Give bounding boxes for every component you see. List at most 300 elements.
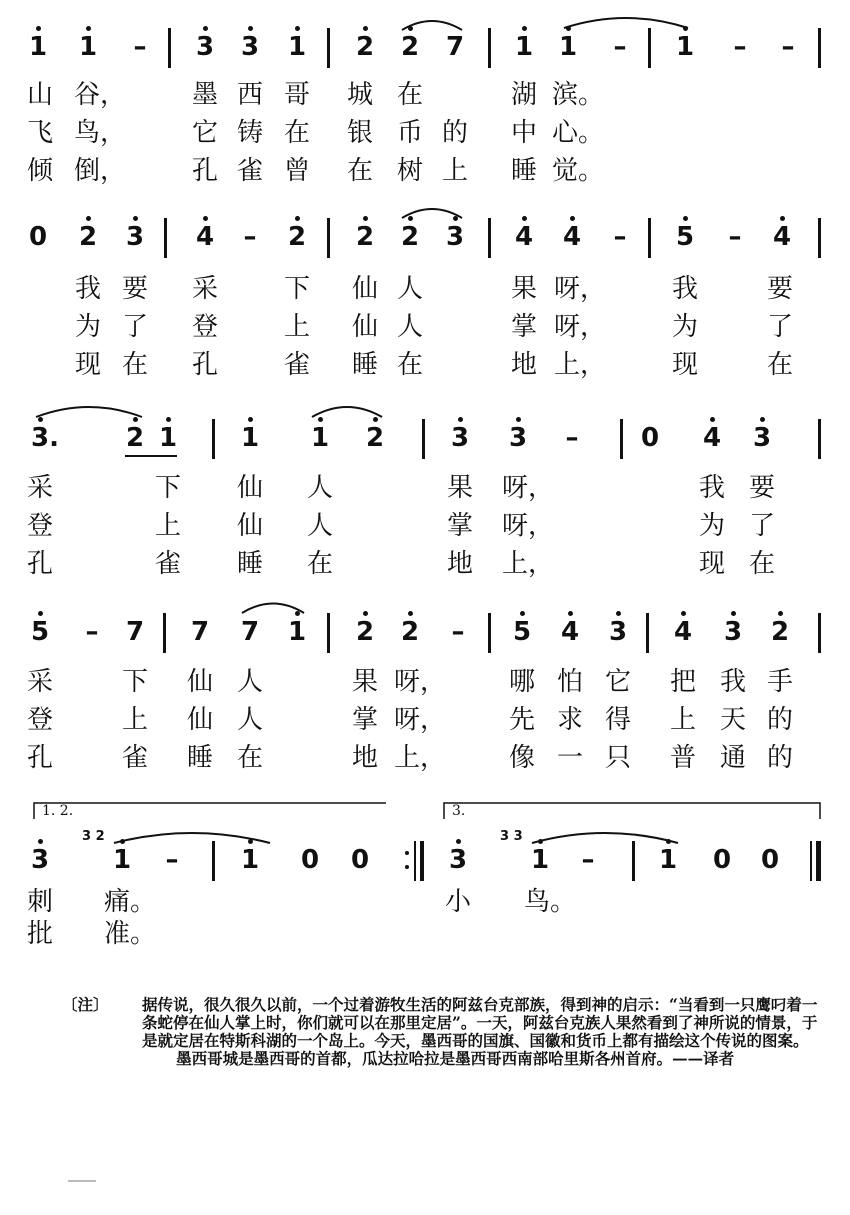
lyric-syllable: 手 — [766, 667, 794, 697]
lyric-syllable: 采 — [26, 667, 54, 697]
lyric-syllable: 下 — [283, 274, 311, 304]
barline — [327, 28, 330, 68]
lyric-syllable: 心。 — [551, 118, 605, 148]
octave-dot — [778, 611, 783, 616]
lyric-syllable: 要 — [748, 473, 776, 503]
octave-dot — [248, 839, 253, 844]
lyric-syllable: 在 — [236, 743, 264, 773]
tie — [34, 401, 144, 419]
barline — [648, 28, 651, 68]
lyric-syllable: 倾 — [26, 156, 54, 186]
note: 1 — [530, 845, 550, 875]
lyric-syllable: 采 — [26, 473, 54, 503]
lyric-syllable: 小 — [444, 887, 472, 917]
note: 2 — [355, 617, 375, 647]
barline — [168, 28, 171, 68]
octave-dot — [780, 216, 785, 221]
note: 3 — [240, 32, 260, 62]
score-system-1 — [0, 10, 850, 190]
lyric-syllable: 登 — [26, 511, 54, 541]
lyric-syllable: 上 — [283, 312, 311, 342]
lyric-syllable: 要 — [766, 274, 794, 304]
note: 1 — [112, 845, 132, 875]
lyric-syllable: 我 — [74, 274, 102, 304]
lyric-syllable: 为 — [698, 511, 726, 541]
lyric-syllable: 呀， — [393, 705, 447, 735]
barline — [164, 218, 167, 258]
lyric-syllable: 谷， — [73, 80, 127, 110]
lyric-line-3 — [0, 156, 850, 192]
barline — [212, 841, 215, 881]
octave-dot — [681, 611, 686, 616]
lyric-syllable: 人 — [396, 312, 424, 342]
note: 1 — [558, 32, 578, 62]
grace-notes: 3 3 — [500, 829, 523, 844]
octave-dot — [522, 26, 527, 31]
lyric-syllable: 上 — [441, 156, 469, 186]
volta-bracket-2 — [440, 799, 825, 819]
barline — [818, 419, 821, 459]
lyric-syllable: 在 — [766, 350, 794, 380]
lyric-syllable: 滨。 — [551, 80, 605, 110]
footnote-paragraph: 据传说，很久很久以前，一个过着游牧生活的阿兹台克部族，得到神的启示：“当看到一只鹰叼着一条蛇停在仙人掌上时，你们就可以在那里定居”。一天，阿兹台克族人果然看到了神所说的情景，于是就定居在特斯科湖的一个岛上。今天，墨西哥的国旗、国徽和货币上都有描绘这个传说的图案。 — [142, 995, 818, 1050]
note: 5 — [512, 617, 532, 647]
lyric-syllable: 痛。 — [103, 887, 157, 917]
lyric-syllable: 仙 — [351, 312, 379, 342]
lyric-syllable: 飞 — [26, 118, 54, 148]
note: 1 — [287, 32, 307, 62]
barline — [163, 613, 166, 653]
lyric-syllable: 仙 — [351, 274, 379, 304]
lyric-line-1 — [0, 667, 850, 703]
octave-dot — [666, 839, 671, 844]
lyric-syllable: 下 — [154, 473, 182, 503]
barline — [488, 28, 491, 68]
lyric-syllable: 上， — [501, 549, 555, 579]
repeat-barline — [420, 841, 424, 881]
dash: – — [613, 222, 627, 252]
note: 2 — [365, 423, 385, 453]
octave-dot — [363, 611, 368, 616]
octave-dot — [86, 216, 91, 221]
lyric-syllable: 掌 — [510, 312, 538, 342]
lyric-line-1 — [0, 473, 850, 509]
note: 0 — [300, 845, 320, 875]
lyric-syllable: 币 — [396, 118, 424, 148]
note: 4 — [772, 222, 792, 252]
lyric-syllable: 下 — [121, 667, 149, 697]
lyric-syllable: 上 — [121, 705, 149, 735]
lyric-line-3 — [0, 549, 850, 585]
note: 5 — [675, 222, 695, 252]
lyric-syllable: 鸟。 — [523, 887, 577, 917]
octave-dot — [38, 611, 43, 616]
barline — [327, 218, 330, 258]
note: 4 — [562, 222, 582, 252]
lyric-syllable: 雀 — [283, 350, 311, 380]
lyric-syllable: 刺 — [26, 887, 54, 917]
barline — [818, 218, 821, 258]
note: 1 — [310, 423, 330, 453]
octave-dot — [683, 26, 688, 31]
tie — [530, 827, 680, 845]
lyric-syllable: 它 — [191, 118, 219, 148]
lyric-syllable: 了 — [121, 312, 149, 342]
score-system-2 — [0, 200, 850, 380]
note: 2 — [400, 222, 420, 252]
note: 4 — [560, 617, 580, 647]
lyric-syllable: 果 — [351, 667, 379, 697]
lyric-line-1 — [0, 274, 850, 310]
lyric-syllable: 睡 — [186, 743, 214, 773]
octave-dot — [295, 26, 300, 31]
slur — [310, 401, 384, 419]
lyric-syllable: 果 — [510, 274, 538, 304]
lyric-line-1 — [0, 80, 850, 116]
volta-bracket-1 — [30, 799, 390, 819]
lyric-line-1 — [0, 887, 850, 923]
lyric-syllable: 上， — [393, 743, 447, 773]
lyric-syllable: 哥 — [283, 80, 311, 110]
octave-dot — [760, 417, 765, 422]
octave-dot — [295, 216, 300, 221]
lyric-syllable: 城 — [346, 80, 374, 110]
note: 1 — [514, 32, 534, 62]
dash: – — [243, 222, 257, 252]
lyric-syllable: 批 — [26, 919, 54, 949]
lyric-line-3 — [0, 743, 850, 779]
lyric-syllable: 倒， — [73, 156, 127, 186]
barline — [488, 613, 491, 653]
footnote-label: 〔注〕 — [62, 995, 109, 1014]
dash: – — [165, 845, 179, 875]
dash: – — [85, 617, 99, 647]
note: 1 — [240, 423, 260, 453]
lyric-syllable: 掌 — [351, 705, 379, 735]
footnote — [62, 996, 832, 1068]
note: 1 — [28, 32, 48, 62]
octave-dot — [710, 417, 715, 422]
final-barline — [816, 841, 821, 881]
note: 2 — [125, 423, 145, 453]
note: 4 — [673, 617, 693, 647]
note: 2 — [355, 32, 375, 62]
lyric-syllable: 的 — [766, 705, 794, 735]
lyric-line-2 — [0, 118, 850, 154]
note: 2 — [78, 222, 98, 252]
barline — [488, 218, 491, 258]
lyric-syllable: 银 — [346, 118, 374, 148]
lyric-syllable: 人 — [396, 274, 424, 304]
lyric-syllable: 树 — [396, 156, 424, 186]
lyric-syllable: 中 — [510, 118, 538, 148]
final-barline — [810, 841, 812, 881]
lyric-syllable: 把 — [669, 667, 697, 697]
octave-dot — [363, 216, 368, 221]
lyric-syllable: 上， — [553, 350, 607, 380]
octave-dot — [570, 216, 575, 221]
lyric-syllable: 曾 — [283, 156, 311, 186]
octave-dot — [731, 611, 736, 616]
lyric-syllable: 现 — [671, 350, 699, 380]
note: 1 — [675, 32, 695, 62]
note: 1 — [658, 845, 678, 875]
lyric-syllable: 在 — [396, 80, 424, 110]
lyric-syllable: 我 — [698, 473, 726, 503]
notation-row — [0, 413, 850, 461]
lyric-syllable: 先 — [508, 705, 536, 735]
footnote-paragraph: 墨西哥城是墨西哥的首都，瓜达拉哈拉是墨西哥西南部哈里斯各州首府。——译者 — [176, 1049, 735, 1068]
lyric-syllable: 的 — [441, 118, 469, 148]
lyric-syllable: 呀， — [501, 511, 555, 541]
octave-dot — [568, 611, 573, 616]
note: 4 — [702, 423, 722, 453]
lyric-syllable: 采 — [191, 274, 219, 304]
lyric-syllable: 一 — [556, 743, 584, 773]
dash: – — [581, 845, 595, 875]
slur — [400, 202, 464, 220]
octave-dot — [203, 216, 208, 221]
lyric-syllable: 铸 — [236, 118, 264, 148]
notation-row — [0, 607, 850, 655]
note: 1 — [240, 845, 260, 875]
lyric-syllable: 的 — [766, 743, 794, 773]
lyric-syllable: 觉。 — [551, 156, 605, 186]
note: 3. — [31, 423, 59, 453]
lyric-syllable: 仙 — [186, 667, 214, 697]
note: 0 — [640, 423, 660, 453]
lyric-line-3 — [0, 350, 850, 386]
lyric-syllable: 只 — [604, 743, 632, 773]
note: 4 — [195, 222, 215, 252]
note: 0 — [712, 845, 732, 875]
lyric-syllable: 上 — [154, 511, 182, 541]
note: 4 — [514, 222, 534, 252]
lyric-syllable: 在 — [306, 549, 334, 579]
barline — [632, 841, 635, 881]
lyric-syllable: 我 — [671, 274, 699, 304]
octave-dot — [405, 851, 409, 855]
lyric-syllable: 睡 — [351, 350, 379, 380]
note: 1 — [78, 32, 98, 62]
octave-dot — [166, 417, 171, 422]
repeat-barline — [414, 841, 416, 881]
slur — [240, 597, 306, 615]
barline — [327, 613, 330, 653]
octave-dot — [405, 865, 409, 869]
lyric-syllable: 人 — [236, 705, 264, 735]
lyric-syllable: 求 — [556, 705, 584, 735]
score-system-5 — [0, 795, 850, 965]
lyric-syllable: 孔 — [191, 350, 219, 380]
lyric-syllable: 孔 — [191, 156, 219, 186]
lyric-syllable: 雀 — [154, 549, 182, 579]
note: 3 — [450, 423, 470, 453]
lyric-syllable: 在 — [121, 350, 149, 380]
lyric-syllable: 湖 — [510, 80, 538, 110]
lyric-syllable: 雀 — [121, 743, 149, 773]
page-number-mark — [68, 1180, 96, 1182]
note: 2 — [355, 222, 375, 252]
lyric-syllable: 仙 — [186, 705, 214, 735]
lyric-syllable: 登 — [26, 705, 54, 735]
lyric-line-2 — [0, 511, 850, 547]
lyric-syllable: 仙 — [236, 511, 264, 541]
dash: – — [781, 32, 795, 62]
note: 2 — [400, 32, 420, 62]
octave-dot — [456, 839, 461, 844]
notation-row — [0, 212, 850, 260]
barline — [818, 28, 821, 68]
notation-row — [0, 22, 850, 70]
note: 7 — [125, 617, 145, 647]
lyric-syllable: 睡 — [236, 549, 264, 579]
lyric-syllable: 在 — [283, 118, 311, 148]
lyric-syllable: 孔 — [26, 549, 54, 579]
note: 3 — [723, 617, 743, 647]
barline — [818, 613, 821, 653]
barline — [212, 419, 215, 459]
lyric-syllable: 雀 — [236, 156, 264, 186]
octave-dot — [248, 26, 253, 31]
lyric-line-2 — [0, 312, 850, 348]
note: 7 — [190, 617, 210, 647]
lyric-syllable: 怕 — [556, 667, 584, 697]
lyric-syllable: 地 — [510, 350, 538, 380]
dash: – — [451, 617, 465, 647]
lyric-syllable: 人 — [236, 667, 264, 697]
lyric-syllable: 地 — [446, 549, 474, 579]
lyric-syllable: 为 — [671, 312, 699, 342]
lyric-syllable: 现 — [74, 350, 102, 380]
lyric-syllable: 得 — [604, 705, 632, 735]
octave-dot — [522, 216, 527, 221]
octave-dot — [616, 611, 621, 616]
lyric-syllable: 像 — [508, 743, 536, 773]
note: 5 — [30, 617, 50, 647]
note: 2 — [770, 617, 790, 647]
note: 3 — [508, 423, 528, 453]
volta-label-1: 1. 2. — [42, 803, 74, 819]
note: 3 — [195, 32, 215, 62]
lyric-syllable: 哪 — [508, 667, 536, 697]
note: 2 — [400, 617, 420, 647]
octave-dot — [458, 417, 463, 422]
lyric-syllable: 在 — [396, 350, 424, 380]
underline — [125, 455, 177, 457]
lyric-syllable: 西 — [236, 80, 264, 110]
lyric-syllable: 呀， — [553, 274, 607, 304]
octave-dot — [203, 26, 208, 31]
lyric-syllable: 人 — [306, 511, 334, 541]
lyric-syllable: 准。 — [103, 919, 157, 949]
note: 2 — [287, 222, 307, 252]
lyric-syllable: 登 — [191, 312, 219, 342]
note: 0 — [350, 845, 370, 875]
lyric-line-2 — [0, 705, 850, 741]
lyric-syllable: 掌 — [446, 511, 474, 541]
dash: – — [728, 222, 742, 252]
octave-dot — [38, 839, 43, 844]
lyric-syllable: 我 — [719, 667, 747, 697]
note: 1 — [287, 617, 307, 647]
lyric-syllable: 在 — [346, 156, 374, 186]
lyric-syllable: 为 — [74, 312, 102, 342]
dash: – — [565, 423, 579, 453]
octave-dot — [248, 417, 253, 422]
note: 3 — [125, 222, 145, 252]
note: 7 — [445, 32, 465, 62]
barline — [422, 419, 425, 459]
lyric-syllable: 了 — [748, 511, 776, 541]
note: 3 — [30, 845, 50, 875]
note: 1 — [158, 423, 178, 453]
lyric-syllable: 上 — [669, 705, 697, 735]
octave-dot — [133, 216, 138, 221]
octave-dot — [516, 417, 521, 422]
notation-row — [0, 829, 850, 883]
lyric-syllable: 呀， — [553, 312, 607, 342]
note: 0 — [760, 845, 780, 875]
lyric-syllable: 现 — [698, 549, 726, 579]
lyric-syllable: 鸟， — [73, 118, 127, 148]
octave-dot — [683, 216, 688, 221]
lyric-syllable: 它 — [604, 667, 632, 697]
lyric-syllable: 了 — [766, 312, 794, 342]
lyric-syllable: 普 — [669, 743, 697, 773]
note: 7 — [240, 617, 260, 647]
lyric-syllable: 地 — [351, 743, 379, 773]
lyric-syllable: 天 — [719, 705, 747, 735]
octave-dot — [86, 26, 91, 31]
lyric-syllable: 孔 — [26, 743, 54, 773]
barline — [648, 218, 651, 258]
lyric-syllable: 人 — [306, 473, 334, 503]
dash: – — [733, 32, 747, 62]
lyric-syllable: 要 — [121, 274, 149, 304]
lyric-syllable: 山 — [26, 80, 54, 110]
volta-label-2: 3. — [452, 803, 466, 819]
lyric-syllable: 墨 — [191, 80, 219, 110]
barline — [620, 419, 623, 459]
note: 3 — [448, 845, 468, 875]
slur — [400, 14, 464, 32]
lyric-syllable: 呀， — [501, 473, 555, 503]
note: 3 — [445, 222, 465, 252]
octave-dot — [520, 611, 525, 616]
note: 0 — [28, 222, 48, 252]
note: 3 — [608, 617, 628, 647]
score-system-3 — [0, 395, 850, 580]
lyric-syllable: 呀， — [393, 667, 447, 697]
dash: – — [613, 32, 627, 62]
dash: – — [133, 32, 147, 62]
lyric-syllable: 睡 — [510, 156, 538, 186]
lyric-syllable: 果 — [446, 473, 474, 503]
octave-dot — [363, 26, 368, 31]
lyric-syllable: 在 — [748, 549, 776, 579]
lyric-syllable: 通 — [719, 743, 747, 773]
lyric-syllable: 仙 — [236, 473, 264, 503]
barline — [646, 613, 649, 653]
grace-notes: 3 2 — [82, 829, 105, 844]
lyric-line-2 — [0, 919, 850, 955]
tie — [562, 12, 690, 30]
octave-dot — [36, 26, 41, 31]
note: 3 — [752, 423, 772, 453]
octave-dot — [408, 611, 413, 616]
score-system-4 — [0, 595, 850, 780]
